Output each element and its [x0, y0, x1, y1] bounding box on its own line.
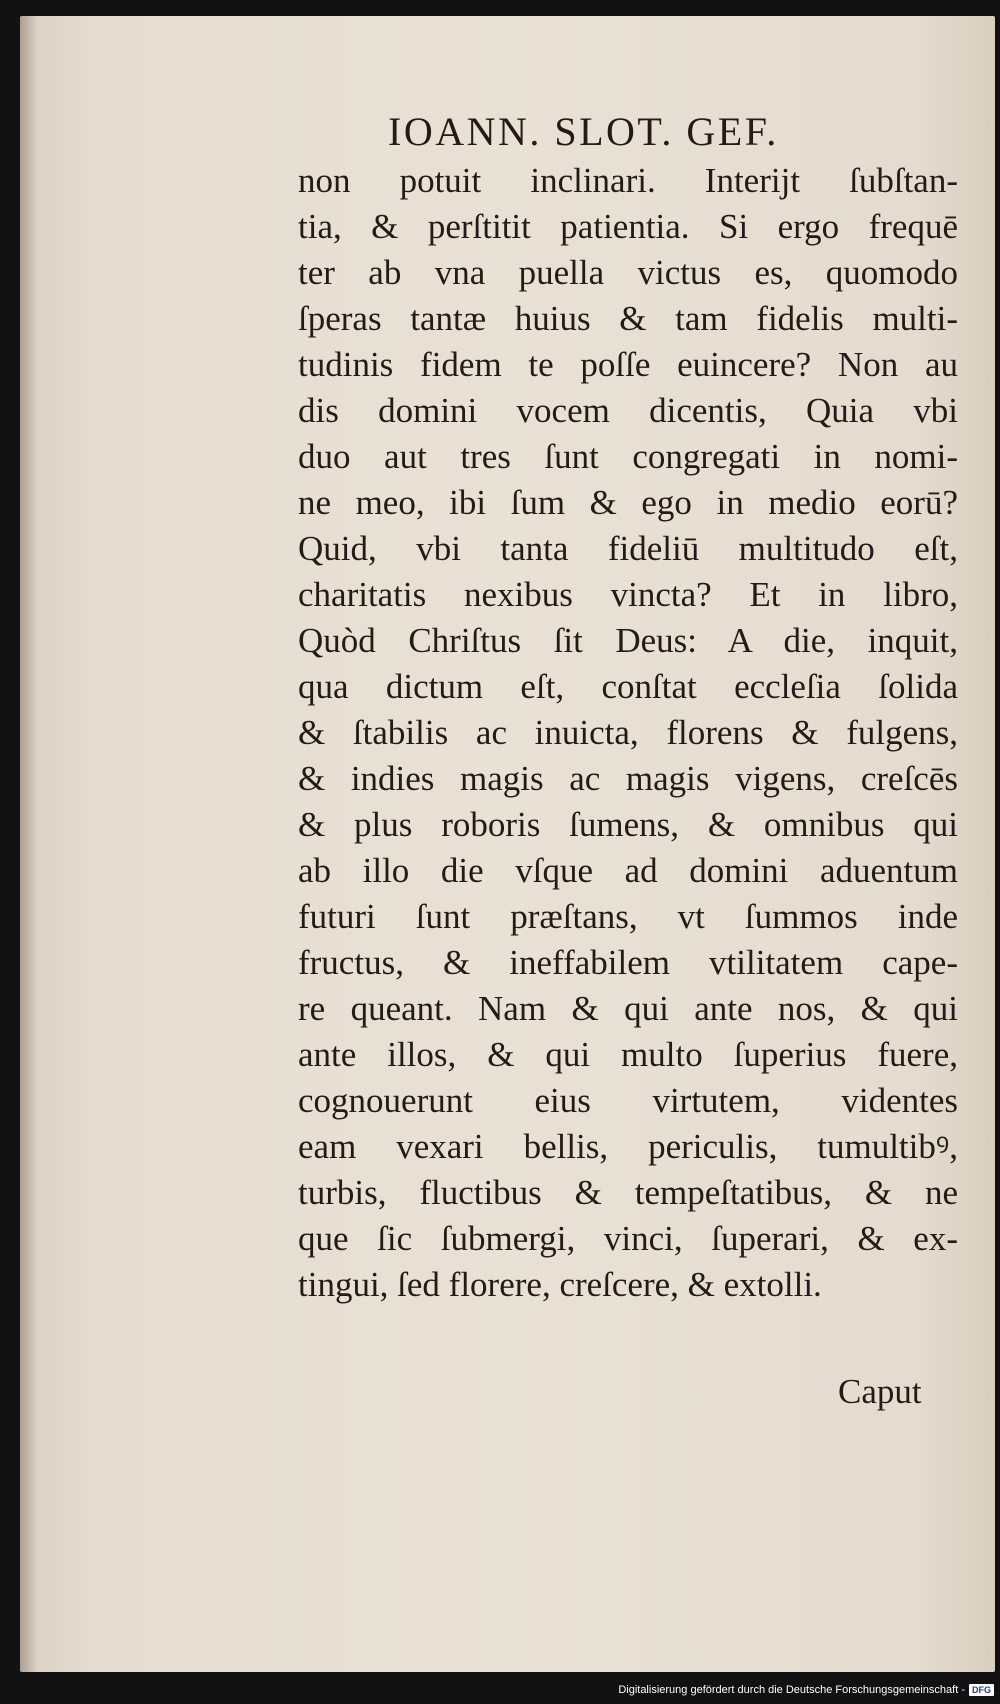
- text-line: & plus roboris ſumens, & omnibus qui: [298, 805, 958, 844]
- text-line: Quid, vbi tanta fideliū multitudo eſt,: [298, 529, 958, 568]
- text-line: Quòd Chriſtus ſit Deus: A die, inquit,: [298, 621, 958, 660]
- text-line: & indies magis ac magis vigens, creſcēs: [298, 759, 958, 798]
- text-line: re queant. Nam & qui ante nos, & qui: [298, 989, 958, 1028]
- dfg-logo: DFG: [969, 1684, 994, 1696]
- text-line: qua dictum eſt, conſtat eccleſia ſolida: [298, 667, 958, 706]
- text-line: dis domini vocem dicentis, Quia vbi: [298, 391, 958, 430]
- text-line: tudinis fidem te poſſe euincere? Non au: [298, 345, 958, 384]
- text-line: ſperas tantæ huius & tam fidelis multi-: [298, 299, 958, 338]
- text-line: ante illos, & qui multo ſuperius fuere,: [298, 1035, 958, 1074]
- text-line: duo aut tres ſunt congregati in nomi-: [298, 437, 958, 476]
- text-line: ne meo, ibi ſum & ego in medio eorū?: [298, 483, 958, 522]
- text-line: & ſtabilis ac inuicta, florens & fulgens,: [298, 713, 958, 752]
- text-line: eam vexari bellis, periculis, tumultibꝰ,: [298, 1127, 958, 1166]
- text-line: ter ab vna puella victus es, quomodo: [298, 253, 958, 292]
- text-line: non potuit inclinari. Interijt ſubſtan-: [298, 161, 958, 200]
- text-line: turbis, fluctibus & tempeſtatibus, & ne: [298, 1173, 958, 1212]
- running-title: IOANN. SLOT. GEF.: [388, 109, 779, 154]
- text-line: ab illo die vſque ad domini aduentum: [298, 851, 958, 890]
- text-line: fructus, & ineffabilem vtilitatem cape-: [298, 943, 958, 982]
- text-line: que ſic ſubmergi, vinci, ſuperari, & ex-: [298, 1219, 958, 1258]
- catchword: Caput: [838, 1372, 922, 1411]
- body-text: [298, 158, 958, 1308]
- text-line: tia, & perſtitit patientia. Si ergo frequē: [298, 207, 958, 246]
- text-line: cognouerunt eius virtutem, videntes: [298, 1081, 958, 1120]
- text-line: tingui, ſed florere, creſcere, & extolli.: [298, 1265, 822, 1304]
- spine-shadow: [20, 16, 38, 1672]
- funding-credit: Digitalisierung gefördert durch die Deutsche Forschungsgemeinschaft -: [618, 1684, 965, 1696]
- text-line: futuri ſunt præſtans, vt ſummos inde: [298, 897, 958, 936]
- digitization-footer: [618, 1680, 994, 1700]
- text-line: charitatis nexibus vincta? Et in libro,: [298, 575, 958, 614]
